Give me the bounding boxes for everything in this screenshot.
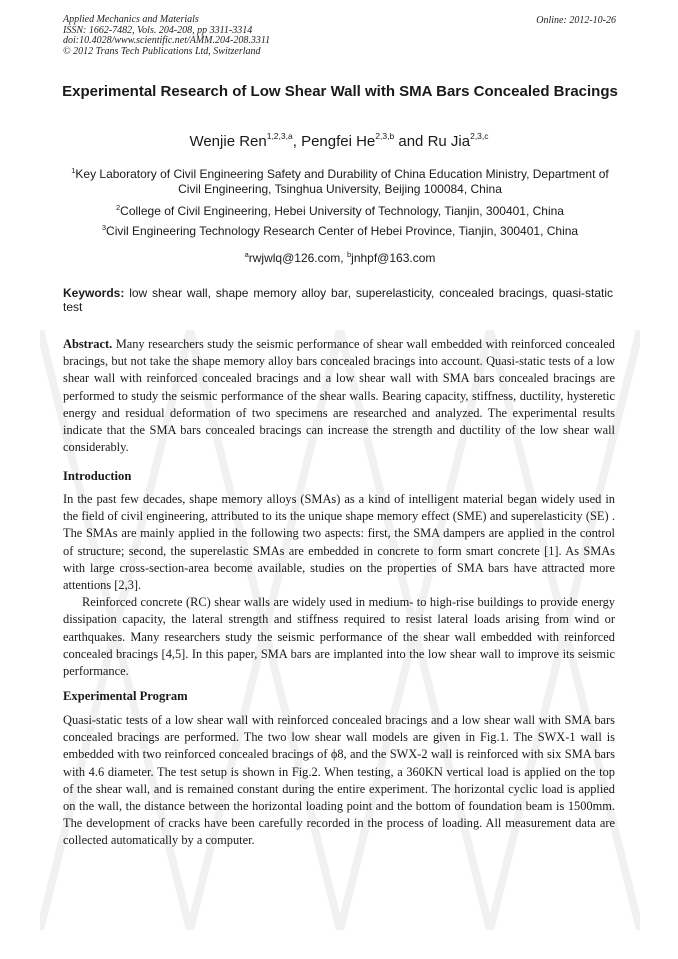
author-name: Ru Jia [427, 133, 471, 150]
keywords-text: low shear wall, shape memory alloy bar, superelasticity, concealed bracings, quasi-static test [63, 286, 613, 314]
affiliation-3 [62, 221, 618, 239]
abstract-paragraph [63, 336, 615, 456]
affiliation-marker: 1 [71, 166, 76, 175]
copyright-line: © 2012 Trans Tech Publications Ltd, Switzerland [63, 45, 261, 57]
affiliation-marker: 2 [116, 203, 121, 212]
introduction-heading: Introduction [63, 469, 132, 483]
paper-title: Experimental Research of Low Shear Wall with SMA Bars Concealed Bracings [62, 83, 618, 100]
affiliation-1 [62, 164, 618, 196]
affiliation-text: Key Laboratory of Civil Engineering Safety and Durability of China Education Ministry, Department of Civil Engineering, Tsinghua University, Beijing 100084, China [75, 167, 609, 196]
experimental-section [63, 712, 615, 850]
experimental-paragraph-1: Quasi-static tests of a low shear wall with reinforced concealed bracings and a low shear wall with SMA bars concealed bracings are performed. The two low shear wall models are given in Fig.1. The SWX-1 wall is embedded with two reinforced concealed bracings of ϕ8, and the SWX-2 wall is reinforced with six SMA bars with 4.6 diameter. The test setup is shown in Fig.2. When testing, a 360KN vertical load is applied on the top of the shear wall, and is remained constant during the entire experiment. The horizontal cyclic load is applied on the wall, the distance between the horizontal loading point and the bottom of foundation beam is 1500mm. The development of cracks have been carefully recorded in the process of loading. All measurement data are collected automatically by a computer. [63, 713, 615, 848]
experimental-heading: Experimental Program [63, 689, 188, 703]
author-affiliation-marker: 2,3,c [470, 131, 489, 141]
journal-name: Applied Mechanics and Materials [63, 14, 199, 25]
author-name: Wenjie Ren [189, 133, 267, 150]
keywords-label: Keywords: [63, 286, 125, 300]
author-affiliation-marker: 1,2,3,a [266, 131, 293, 141]
introduction-section [63, 491, 615, 680]
email-marker: a [244, 250, 249, 259]
doi-line: doi:10.4028/www.scientific.net/AMM.204-208.3311 [63, 35, 271, 46]
abstract-text: Many researchers study the seismic performance of shear wall embedded with reinforced concealed bracings, but not take the shape memory alloy bars concealed bracings into account. Quasi-static tests of a low shear wall with reinforced concealed bracings and a low shear wall with SMA bars concealed bracings are performed to study the seismic performance of the shear walls. Bearing capacity, stiffness, ductility, hysteretic energy and residual deformation of two specimens are researched and analyzed. The experimental results indicate that the SMA bars concealed bracings can increase the strength and ductility of the low shear wall considerably. [63, 337, 615, 455]
journal-header [63, 15, 270, 57]
author-separator: and [394, 133, 428, 150]
introduction-paragraph-2: Reinforced concrete (RC) shear walls are widely used in medium- to high-rise buildings to provide energy dissipation capacity, the lateral strength and stiffness required to resist lateral loads arising from wind or earthquakes. Many researchers study the seismic performance of the shear wall embedded with reinforced concealed bracings [4,5]. In this paper, SMA bars are implanted into the low shear wall to improve its seismic performance. [63, 595, 615, 679]
affiliation-text: Civil Engineering Technology Research Center of Hebei Province, Tianjin, 300401, China [106, 224, 579, 238]
keywords [63, 286, 613, 314]
abstract [63, 336, 615, 456]
email-marker: b [346, 250, 352, 259]
email-address: rwjwlq@126.com, [248, 251, 347, 265]
abstract-label: Abstract. [63, 337, 113, 351]
email-address: jnhpf@163.com [351, 251, 436, 265]
online-date: Online: 2012-10-26 [536, 15, 616, 26]
author-name: Pengfei He [301, 133, 376, 150]
issn-line: ISSN: 1662-7482, Vols. 204-208, pp 3311-3314 [63, 24, 253, 36]
email-line [62, 248, 618, 266]
affiliation-marker: 3 [101, 223, 107, 232]
author-affiliation-marker: 2,3,b [375, 131, 395, 141]
introduction-paragraph-1: In the past few decades, shape memory alloys (SMAs) as a kind of intelligent material began widely used in the field of civil engineering, attributed to its the unique shape memory effect (SME) and superelasticity (SE) . The SMAs are mainly applied in the following two aspects: first, the SMA dampers are applied in the control of structure; second, the superelastic SMAs are embedded in concrete to form smart concrete [1]. As SMAs with large cross-section-area become available, studies on the properties of SMA bars have attracted more attentions [2,3]. [63, 492, 615, 593]
affiliation-2 [62, 201, 618, 219]
author-separator: , [292, 133, 302, 150]
affiliation-text: College of Civil Engineering, Hebei University of Technology, Tianjin, 300401, China [120, 204, 564, 218]
author-line [0, 131, 678, 150]
